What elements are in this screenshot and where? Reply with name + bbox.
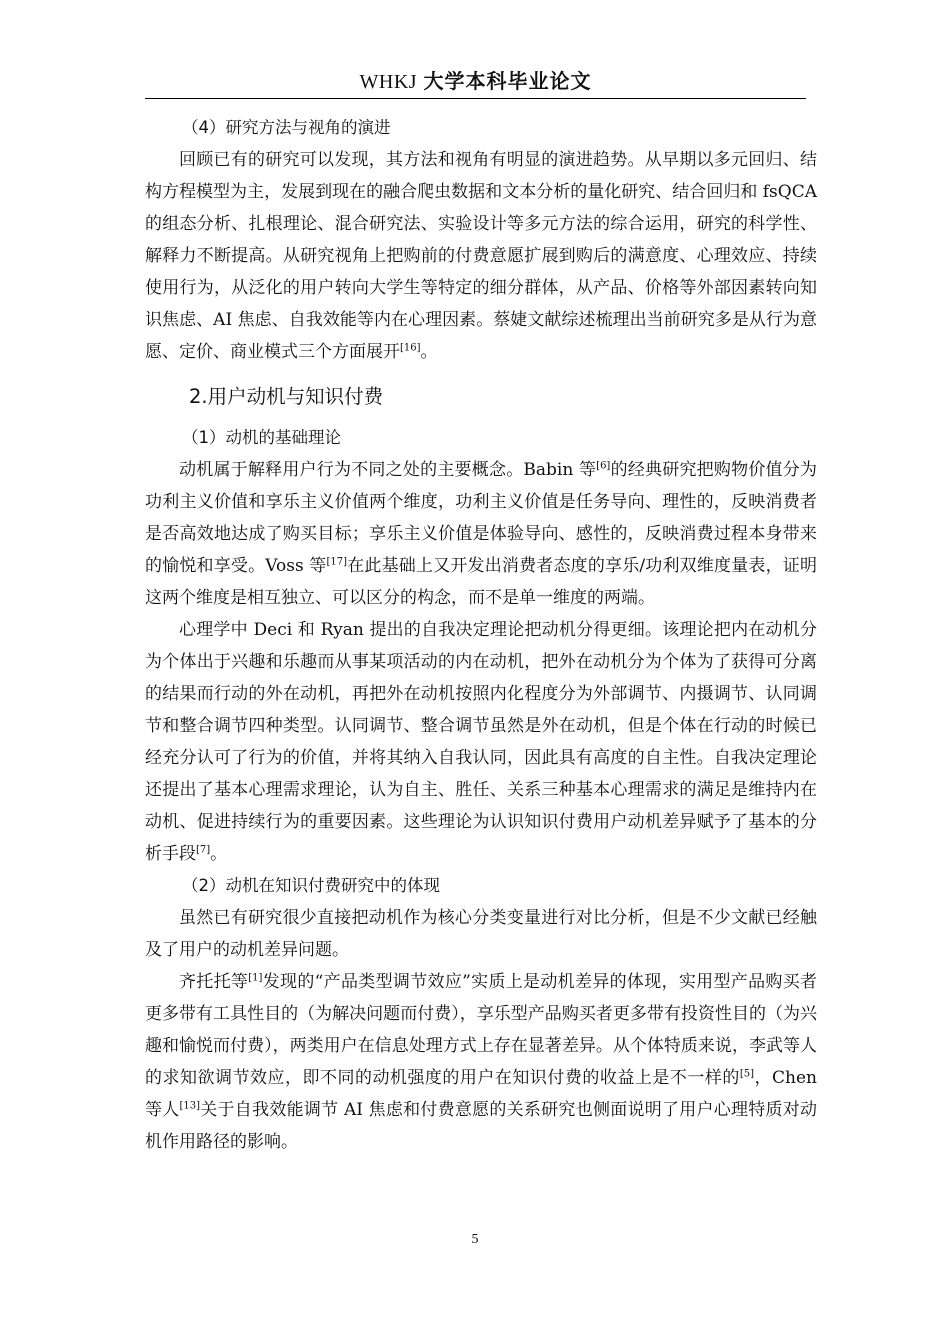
page-body bbox=[145, 112, 817, 1158]
subsection-title-2: （2）动机在知识付费研究中的体现 bbox=[182, 876, 440, 895]
running-header bbox=[145, 66, 806, 99]
paragraph: 齐托托等[1]发现的“产品类型调节效应”实质上是动机差异的体现，实用型产品购买者更多带有工具性目的（为解决问题而付费），享乐型产品购买者更多带有投资性目的（为兴趣和愉悦而付费），两类用户在信息处理方式上存在显著差异。从个体特质来说，李武等人的求知欲调节效应，即不同的动机强度的用户在知识付费的收益上是不一样的[5]，Chen 等人[13]关于自我效能调节 AI 焦虑和付费意愿的关系研究也侧面说明了用户心理特质对动机作用路径的影响。 bbox=[145, 972, 818, 1152]
paragraph: 虽然已有研究很少直接把动机作为核心分类变量进行对比分析，但是不少文献已经触及了用户的动机差异问题。 bbox=[145, 908, 817, 960]
citation: [5] bbox=[739, 1068, 755, 1080]
subsection-title-4: （4）研究方法与视角的演进 bbox=[182, 118, 391, 137]
citation: [13] bbox=[179, 1100, 201, 1112]
header-university-code: WHKJ bbox=[359, 71, 418, 93]
citation: [6] bbox=[596, 460, 611, 472]
paragraph: 动机属于解释用户行为不同之处的主要概念。Babin 等[6]的经典研究把购物价值分为功利主义价值和享乐主义价值两个维度，功利主义价值是任务导向、理性的，反映消费者是否高效地达成了购买目标；享乐主义价值是体验导向、感性的，反映消费过程本身带来的愉悦和享受。Voss 等[17]在此基础上又开发出消费者态度的享乐/功利双维度量表，证明这两个维度是相互独立、可以区分的构念，而不是单一维度的两端。 bbox=[145, 460, 817, 608]
subsection-title-1: （1）动机的基础理论 bbox=[182, 428, 341, 447]
citation: [16] bbox=[400, 342, 421, 354]
paragraph: 回顾已有的研究可以发现，其方法和视角有明显的演进趋势。从早期以多元回归、结构方程模型为主，发展到现在的融合爬虫数据和文本分析的量化研究、结合回归和 fsQCA 的组态分析、扎根理论、混合研究法、实验设计等多元方法的综合运用，研究的科学性、解释力不断提高。从研究视角上把购前的付费意愿扩展到购后的满意度、心理效应、持续使用行为，从泛化的用户转向大学生等特定的细分群体，从产品、价格等外部因素转向知识焦虑、AI 焦虑、自我效能等内在心理因素。蔡婕文献综述梳理出当前研究多是从行为意愿、定价、商业模式三个方面展开[16]。 bbox=[145, 150, 817, 362]
header-thesis-label: 大学本科毕业论文 bbox=[423, 69, 592, 93]
paragraph: 心理学中 Deci 和 Ryan 提出的自我决定理论把动机分得更细。该理论把内在动机分为个体出于兴趣和乐趣而从事某项活动的内在动机，把外在动机分为个体为了获得可分离的结果而行动的外在动机，再把外在动机按照内化程度分为外部调节、内摄调节、认同调节和整合调节四种类型。认同调节、整合调节虽然是外在动机，但是个体在行动的时候已经充分认可了行为的价值，并将其纳入自我认同，因此具有高度的自主性。自我决定理论还提出了基本心理需求理论，认为自主、胜任、关系三种基本心理需求的满足是维持内在动机、促进持续行为的重要因素。这些理论为认识知识付费用户动机差异赋予了基本的分析手段[7]。 bbox=[145, 620, 817, 864]
section-heading: 2.用户动机与知识付费 bbox=[189, 385, 384, 408]
citation: [1] bbox=[248, 972, 263, 984]
citation: [7] bbox=[196, 844, 211, 856]
citation: [17] bbox=[326, 556, 348, 568]
page-number: 5 bbox=[471, 1232, 479, 1247]
